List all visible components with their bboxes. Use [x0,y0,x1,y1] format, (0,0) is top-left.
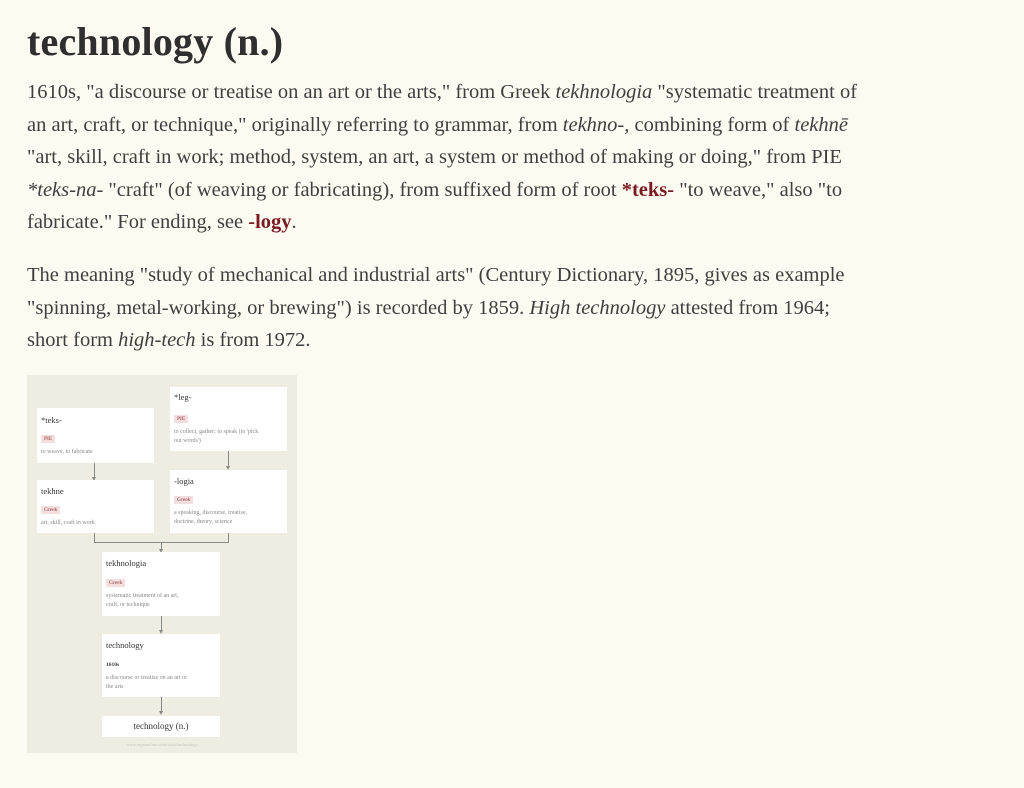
card-word: tekhnologia [106,558,147,568]
language-badge: PIE [41,435,55,443]
italic-term: High technology [529,296,666,319]
card-definition [174,428,258,446]
arrow [228,451,229,467]
card-word: technology [106,640,144,650]
text: "craft" (of weaving or fabricating), from suffixed form of root [103,178,622,201]
italic-term: tekhno-, [562,113,630,136]
text-line [27,206,1002,239]
link-teks[interactable]: *teks- [621,178,675,201]
language-badge: Greek [41,506,60,514]
card-word: technology (n.) [133,721,189,731]
text-line: The meaning "study of mechanical and industrial arts" (Century Dictionary, 1895, gives as example [27,264,845,286]
diagram-card-tekhne [37,480,154,533]
diagram-card-teks [37,408,154,463]
diagram-card-tekhnologia [102,552,220,616]
arrow [161,542,162,550]
arrow [94,463,95,478]
text-line [27,174,1002,207]
definition-line: a speaking, discourse, treatise, [174,510,247,516]
italic-term: *teks-na- [27,178,104,201]
text-line [27,109,1002,142]
text: "to weave," also "to [674,178,843,201]
diagram-card-final [102,716,220,737]
language-badge: Greek [106,579,125,587]
italic-term: high-tech [118,329,196,352]
text: is from 1972. [195,329,311,352]
card-definition: art, skill, craft in work [41,520,95,526]
definition-line: a discourse or treatise on an art or [106,675,188,681]
text: 1610s, "a discourse or treatise on an art or the arts," from Greek [27,81,556,103]
italic-term: tekhnologia [555,81,653,103]
etymology-diagram[interactable] [27,375,297,753]
definition-line: out words') [174,438,201,444]
definition-line: doctrine, theory, science [174,519,233,525]
text: attested from 1964; [665,296,830,319]
card-definition [106,674,187,692]
text-line [27,292,1002,325]
text: fabricate." For ending, see [27,211,249,234]
language-badge: Greek [174,496,193,504]
text: an art, craft, or technique," originally referring to grammar, from [27,113,563,136]
definition-line: the arts [106,684,124,690]
text: short form [27,329,119,352]
text: "spinning, metal-working, or brewing") is recorded by 1859. [27,296,530,319]
text: combining form of [629,113,795,136]
arrow [161,697,162,712]
text-line [27,76,1002,109]
card-definition [106,592,178,610]
link-logy[interactable]: -logy [248,211,292,234]
text-line: "art, skill, craft in work; method, system, an art, a system or method of making or doing," from PIE [27,146,842,169]
card-definition [174,509,247,527]
card-date: 1610s [106,662,120,668]
diagram-card-logia [170,470,287,533]
text: "systematic treatment of [652,81,858,103]
connector [228,533,229,542]
arrow [161,616,162,631]
etymology-paragraph-2 [27,259,1002,357]
card-definition: to weave, to fabricate [41,449,93,455]
entry-title: technology (n.) [27,19,284,64]
text: . [291,211,297,234]
card-word: *leg- [174,392,192,402]
definition-line: systematic treatment of an art, [106,593,179,599]
diagram-footer: www.etymonline.com/word/technology [126,742,198,747]
connector [94,533,95,542]
italic-term: tekhnē [794,113,849,136]
diagram-card-technology [102,634,220,697]
definition-line: to collect, gather; to speak (to 'pick [174,429,259,435]
diagram-card-leg [170,387,287,451]
card-word: tekhne [41,486,64,496]
definition-line: craft, or technique [106,602,150,608]
etymology-paragraph-1 [27,76,1002,239]
text-line [27,324,1002,357]
language-badge: PIE [174,415,188,423]
card-word: *teks- [41,415,62,425]
card-word: -logia [174,476,194,486]
